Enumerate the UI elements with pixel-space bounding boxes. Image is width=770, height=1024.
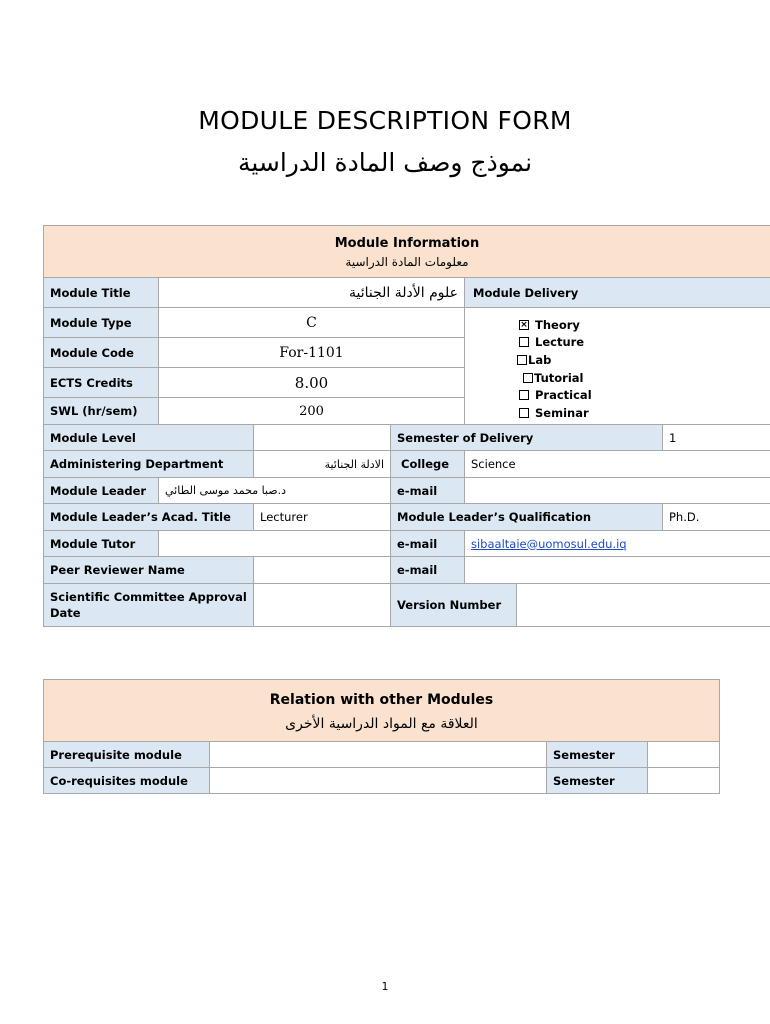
college-value: Science [465,451,770,478]
administering-department-value: الادلة الجنائية [254,451,391,478]
module-leader-label: Module Leader [44,478,159,504]
checkbox-icon [519,408,529,418]
delivery-option-practical[interactable]: Practical [519,386,764,404]
checkbox-icon [517,355,527,365]
module-information-title-arabic: معلومات المادة الدراسية [345,255,469,269]
checkbox-icon [519,390,529,400]
delivery-option-lab[interactable]: Lab [517,351,764,369]
swl-value: 200 [159,398,465,425]
qualification-label: Module Leader’s Qualification [391,504,663,531]
relation-title-arabic: العلاقة مع المواد الدراسية الأخرى [285,715,478,732]
leader-email-value [465,478,770,504]
form-title-english: MODULE DESCRIPTION FORM [198,106,572,135]
module-tutor-label: Module Tutor [44,531,159,557]
checkbox-checked-icon: × [520,319,528,330]
peer-reviewer-label: Peer Reviewer Name [44,557,254,584]
module-tutor-value [159,531,391,557]
ects-credits-value: 8.00 [159,368,465,398]
module-delivery-options [465,308,770,425]
module-information-title: Module Information [334,236,480,251]
tutor-email-link[interactable]: sibaaltaie@uomosul.edu.iq [465,531,770,557]
college-label: College [391,451,465,478]
delivery-option-lecture[interactable]: Lecture [519,334,764,352]
semester-of-delivery-label: Semester of Delivery [391,425,663,451]
prerequisite-label: Prerequisite module [44,742,210,768]
module-information-header [44,226,770,278]
module-type-value: C [159,308,465,338]
prerequisite-semester-label: Semester [547,742,648,768]
module-title-value: علوم الأدلة الجنائية [159,278,465,308]
delivery-option-seminar[interactable]: Seminar [519,404,764,422]
peer-reviewer-value [254,557,391,584]
page-number: 1 [381,980,389,993]
module-information-table [43,225,770,627]
form-title-arabic: نموذج وصف المادة الدراسية [237,148,533,177]
swl-label: SWL (hr/sem) [44,398,159,425]
corequisite-label: Co-requisites module [44,768,210,794]
module-type-label: Module Type [44,308,159,338]
tutor-email-label: e-mail [391,531,465,557]
module-leader-value: د.صبا محمد موسى الطائي [159,478,391,504]
module-delivery-label: Module Delivery [465,278,770,308]
acad-title-label: Module Leader’s Acad. Title [44,504,254,531]
committee-approval-value [254,584,391,627]
prerequisite-value [210,742,547,768]
relation-modules-table [43,679,720,794]
corequisite-value [210,768,547,794]
corequisite-semester-label: Semester [547,768,648,794]
peer-email-label: e-mail [391,557,465,584]
semester-of-delivery-value: 1 [663,425,770,451]
ects-credits-label: ECTS Credits [44,368,159,398]
qualification-value: Ph.D. [663,504,770,531]
leader-email-label: e-mail [391,478,465,504]
relation-title: Relation with other Modules [269,691,494,708]
module-level-value [254,425,391,451]
delivery-option-theory[interactable]: × Theory [520,317,580,332]
version-number-label: Version Number [391,584,517,627]
committee-approval-label: Scientific Committee Approval Date [44,584,254,627]
module-level-label: Module Level [44,425,254,451]
peer-email-value [465,557,770,584]
administering-department-label: Administering Department [44,451,254,478]
delivery-option-tutorial[interactable]: Tutorial [523,369,764,387]
version-number-value [517,584,770,627]
relation-header [44,680,720,742]
acad-title-value: Lecturer [254,504,391,531]
module-code-label: Module Code [44,338,159,368]
module-code-value: For-1101 [159,338,465,368]
corequisite-semester-value [648,768,720,794]
checkbox-icon [523,373,533,383]
prerequisite-semester-value [648,742,720,768]
module-title-label: Module Title [44,278,159,308]
checkbox-icon [519,337,529,347]
